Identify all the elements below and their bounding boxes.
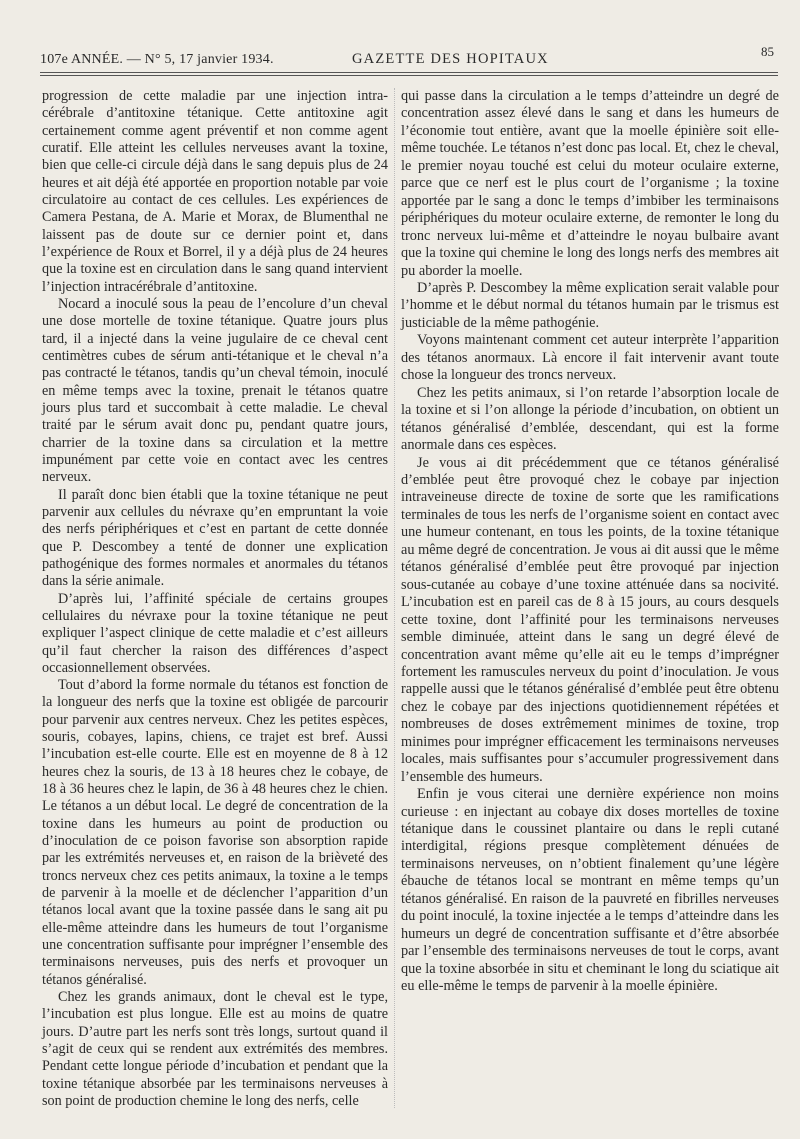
- left-column: [42, 88, 388, 1110]
- paragraph: Tout d’abord la forme normale du tétanos est fonction de la longueur des nerfs que la toxine est obligée de parcourir pour parvenir aux centres nerveux. Chez les petites espèces, souris, cobayes, lapins, chiens, ce trajet est bref. Aussi l’incubation est-elle courte. Elle est en moyenne de 8 à 12 heures chez la souris, de 13 à 18 heures chez le cobaye, de 18 à 36 heures chez le lapin, de 36 à 48 heures chez le chien. Le tétanos a un début local. Le degré de concentration de la toxine dans les humeurs au point de production ou d’inoculation de ce poison favorise son absorption rapide par les extrémités nerveuses et, en raison de la brièveté des troncs nerveux chez ces petits animaux, la toxine a le temps de parvenir à la moelle et de déclencher l’apparition d’un tétanos local avant que la toxine passée dans le sang ait pu elle-même atteindre dans les humeurs de tout l’organisme une concentration suffisante pour imprégner l’ensemble des terminaisons nerveuses, puis des nerfs et provoquer un tétanos généralisé.: [42, 677, 388, 988]
- header-rule: [40, 72, 778, 73]
- page-number: 85: [761, 44, 774, 59]
- paragraph: Il paraît donc bien établi que la toxine tétanique ne peut parvenir aux cellules du névraxe qu’en empruntant la voie des nerfs périphériques et c’est en partant de cette donnée que P. Descombey a tenté de donner une explication pathogénique des formes normales et anormales du tétanos dans la série animale.: [42, 486, 388, 590]
- page-header: [40, 42, 778, 74]
- header-rule-double: [40, 75, 778, 76]
- column-divider: [394, 88, 395, 1108]
- journal-title: GAZETTE DES HOPITAUX: [352, 51, 549, 67]
- right-column: [401, 88, 779, 996]
- paragraph: D’après lui, l’affinité spéciale de certains groupes cellulaires du névraxe pour la toxine tétanique ne peut expliquer l’aspect clinique de cette maladie et c’est ailleurs qu’il faut chercher la raison des différences d’aspect occasionnellement observées.: [42, 590, 388, 676]
- paragraph: Voyons maintenant comment cet auteur interprète l’apparition des tétanos anormaux. Là encore il fait intervenir avant toute chose la longueur des troncs nerveux.: [401, 332, 779, 384]
- paragraph: Enfin je vous citerai une dernière expérience non moins curieuse : en injectant au cobaye dix doses mortelles de toxine tétanique dans le coussinet plantaire ou dans le repli cutané interdigital, régions presque complètement dénuées de terminaisons nerveuses, on n’obtient finalement qu’une légère ébauche de tétanos local se montrant en même temps qu’un tétanos généralisé. En raison de la pauvreté en fibrilles nerveuses du point inoculé, la toxine injectée a le temps d’atteindre dans les humeurs un degré de concentration suffisante et d’être absorbée par l’ensemble des terminaisons nerveuses de tout le corps, avant que la toxine absorbée in situ et cheminant le long du sciatique ait eu elle-même le temps de parvenir à la moelle épinière.: [401, 786, 779, 995]
- paragraph: qui passe dans la circulation a le temps d’atteindre un degré de concentration assez élevé dans le sang et dans les humeurs de l’économie tout entière, avant que la moelle épinière soit elle-même touchée. Le tétanos n’est donc pas local. Et, chez le cheval, le premier noyau touché est celui du moteur oculaire externe, parce que ce nerf est le plus court de l’organisme ; la toxine apportée par le sang a donc le temps d’imbiber les terminaisons périphériques du moteur oculaire externe, de remonter le long du tronc nerveux lui-même et d’atteindre le noyau bulbaire avant que la toxine qui chemine le long des longs nerfs des membres ait pu aborder la moelle.: [401, 88, 779, 279]
- paragraph: Je vous ai dit précédemment que ce tétanos généralisé d’emblée peut être provoqué chez le cobaye par injection intraveineuse directe de toxine de sorte que les ramifications terminales de tous les nerfs de l’organisme soient en contact avec une humeur contenant, en tous les points, de la toxine tétanique au même degré de concentration. Je vous ai dit aussi que le même tétanos généralisé d’emblée peut être provoqué par injection sous-cutanée au cobaye d’une toxine atténuée dans sa nocivité. L’incubation est en pareil cas de 8 à 15 jours, au cours desquels cette toxine, dont l’affinité pour les terminaisons nerveuses semble diminuée, atteint dans le sang un degré élevé de concentration avant même qu’elle ait eu le temps d’imprégner fortement les ramuscules nerveux du point d’inoculation. Je vous rappelle aussi que le tétanos généralisé d’emblée peut être obtenu chez le cobaye par des injections quotidiennement répétées et nombreuses de doses extrêmement minimes de toxine, trop minimes pour imprégner efficacement les terminaisons nerveuses locales, mais suffisantes pour s’accumuler progressivement dans l’ensemble des humeurs.: [401, 454, 779, 785]
- paragraph: Chez les petits animaux, si l’on retarde l’absorption locale de la toxine et si l’on allonge la période d’incubation, on obtient un tétanos généralisé d’emblée, descendant, qui est la forme anormale dans ces espèces.: [401, 384, 779, 454]
- paragraph: Chez les grands animaux, dont le cheval est le type, l’incubation est plus longue. Elle est au moins de quatre jours. D’autre part les nerfs sont très longs, surtout quand il s’agit de ceux qui se rendent aux extrémités des membres. Pendant cette longue période d’incubation et pendant que la toxine tétanique absorbée par les terminaisons nerveuses à son point de production chemine le long des nerfs, celle: [42, 989, 388, 1110]
- paragraph: D’après P. Descombey la même explication serait valable pour l’homme et le début normal du tétanos humain par le trismus est justiciable de la même pathogénie.: [401, 279, 779, 331]
- issue-info: 107e ANNÉE. — N° 5, 17 janvier 1934.: [40, 52, 274, 67]
- paragraph: progression de cette maladie par une injection intra-cérébrale d’antitoxine tétanique. Cette antitoxine agit certainement comme agent préventif et non comme agent curatif. Elle atteint les cellules nerveuses avant la toxine, bien que celle-ci circule déjà dans le sang depuis plus de 24 heures et ait déjà été apportée en proportion notable par voie circulatoire au contact de ces cellules. Les expériences de Camera Pestana, de A. Marie et Morax, de Blumenthal ne laissent pas de doute sur ce dernier point et, dans l’expérience de Roux et Borrel, il y a déjà plus de 24 heures que la toxine est en circulation dans le sang quand intervient l’injection intracérébrale d’antitoxine.: [42, 88, 388, 295]
- paragraph: Nocard a inoculé sous la peau de l’encolure d’un cheval une dose mortelle de toxine tétanique. Quatre jours plus tard, il a injecté dans la veine jugulaire de ce cheval cent centimètres cubes de sérum anti-tétanique et le cheval n’a pas contracté le tétanos, tandis qu’un cheval témoin, inoculé en même temps avec la toxine, prenait le tétanos quatre jours plus tard et succombait à cette maladie. Le cheval traité par le sérum avait donc pu, pendant quatre jours, charrier de la toxine dans sa circulation et la mettre impunément par cette voie en contact avec les centres nerveux.: [42, 295, 388, 486]
